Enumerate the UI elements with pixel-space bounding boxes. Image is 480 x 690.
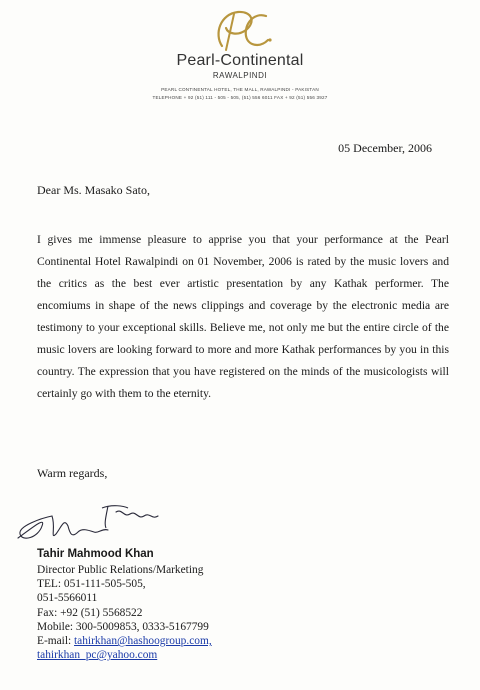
signatory-telephone: TEL: 051-111-505-505, [37, 578, 146, 591]
signatory-name: Tahir Mahmood Khan [37, 548, 154, 560]
signatory-email-line [37, 634, 212, 648]
signatory-contact [37, 563, 212, 662]
salutation: Dear Ms. Masako Sato, [37, 183, 150, 197]
email-label: E-mail: [37, 635, 75, 648]
signatory-email-line-2 [37, 648, 212, 662]
email-link-secondary[interactable]: tahirkhan_pc@yahoo.com [37, 649, 158, 662]
closing: Warm regards, [37, 466, 108, 480]
hotel-brand-name: Pearl-Continental [176, 52, 304, 69]
hotel-phone-fax: TELEPHONE + 92 (51) 111 - 505 - 505, (51) 556 6011 FAX + 92 (51) 556 3927 [152, 95, 328, 100]
email-link-primary[interactable]: tahirkhan@hashoogroup.com, [74, 635, 212, 648]
signatory-telephone-2: 051-5566011 [37, 592, 98, 605]
hotel-address: PEARL CONTINENTAL HOTEL, THE MALL, RAWALPINDI - PAKISTAN [161, 87, 319, 92]
signatory-fax: Fax: +92 (51) 5568522 [37, 606, 143, 619]
letter-body: I gives me immense pleasure to apprise you that your performance at the Pearl Continental Hotel Rawalpindi on 01 November, 2006 is rated by the music lovers and the critics as the best ever artistic presentation by any Kathak performer. The encomiums in shape of the news clippings and coverage by the electronic media are testimony to your exceptional skills. Believe me, not only me but the entire circle of the music lovers are looking forward to more and more Kathak performances by you in this country. The expression that you have registered on the minds of the musicologists will certainly go with them to the eternity. [37, 233, 449, 400]
signatory-mobile: Mobile: 300-5009853, 0333-5167799 [37, 620, 209, 633]
handwritten-signature [12, 498, 172, 550]
signatory-title: Director Public Relations/Marketing [37, 564, 204, 576]
hotel-city: RAWALPINDI [212, 71, 268, 80]
pearl-continental-logo [192, 6, 288, 54]
letter-date: 05 December, 2006 [338, 141, 432, 155]
